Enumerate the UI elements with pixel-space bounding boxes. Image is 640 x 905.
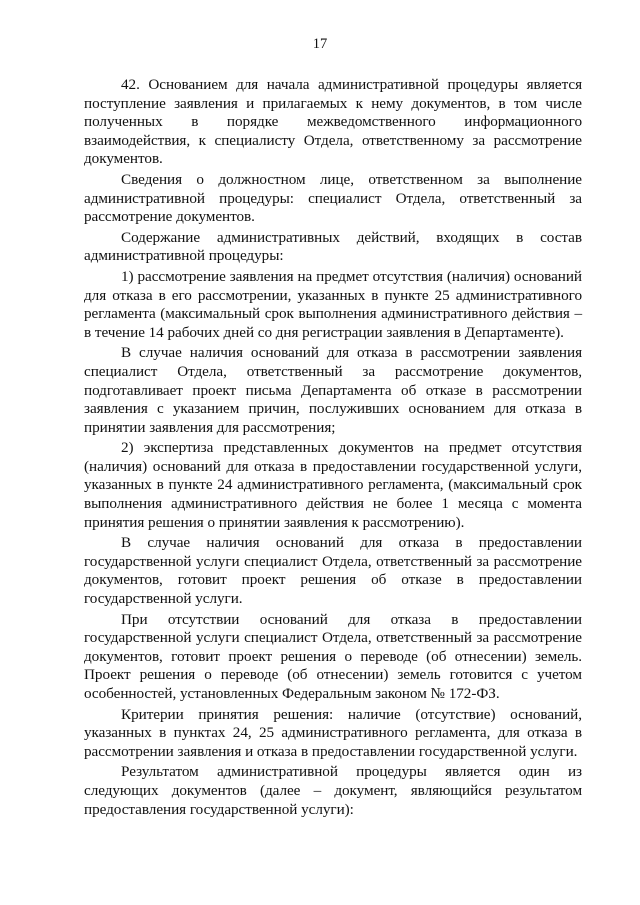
paragraph-responsible-official: Сведения о должностном лице, ответственном за выполнение административной процедуры: специалист Отдела, ответственный за рассмотрение документов. — [84, 170, 582, 226]
paragraph-no-grounds: При отсутствии оснований для отказа в предоставлении государственной услуги специалист Отдела, ответственный за рассмотрение документов, готовит проект решения о переводе (об отнесении) земель. Проект решения о переводе (об отнесении) земель готовится с учетом особенностей, установленных Федеральным законом № 172-ФЗ. — [84, 610, 582, 702]
paragraph-action-1: 1) рассмотрение заявления на предмет отсутствия (наличия) оснований для отказа в его рассмотрении, указанных в пункте 25 административного регламента (максимальный срок выполнения административного действия – в течение 14 рабочих дней со дня регистрации заявления в Департаменте). — [84, 267, 582, 341]
paragraph-refusal-review: В случае наличия оснований для отказа в рассмотрении заявления специалист Отдела, ответственный за рассмотрение документов, подготавливает проект письма Департамента об отказе в рассмотрении заявления с указанием причин, послуживших основанием для отказа в принятии заявления для рассмотрения; — [84, 344, 582, 436]
paragraph-result: Результатом административной процедуры является один из следующих документов (далее – документ, являющийся результатом предоставления государственной услуги): — [84, 763, 582, 818]
paragraph-actions-intro: Содержание административных действий, входящих в состав административной процедуры: — [84, 228, 582, 265]
page-content — [84, 76, 582, 821]
paragraph-decision-criteria: Критерии принятия решения: наличие (отсутствие) оснований, указанных в пунктах 24, 25 административного регламента, для отказа в рассмотрении заявления и отказа в предоставлении государственной услуги. — [84, 705, 582, 760]
paragraph-action-2: 2) экспертиза представленных документов на предмет отсутствия (наличия) оснований для отказа в предоставлении государственной услуги, указанных в пункте 24 административного регламента, (максимальный срок выполнения административного действия не более 1 месяца с момента принятия решения о принятии заявления к рассмотрению). — [84, 439, 582, 531]
paragraph-basis: 42. Основанием для начала административной процедуры является поступление заявления и прилагаемых к нему документов, в том числе полученных в порядке межведомственного информационного взаимодействия, к специалисту Отдела, ответственному за рассмотрение документов. — [84, 76, 582, 168]
page-number: 17 — [312, 36, 328, 52]
paragraph-refusal-service: В случае наличия оснований для отказа в предоставлении государственной услуги специалист Отдела, ответственный за рассмотрение документов, готовит проект решения об отказе в предоставлении государственной услуги. — [84, 534, 582, 608]
